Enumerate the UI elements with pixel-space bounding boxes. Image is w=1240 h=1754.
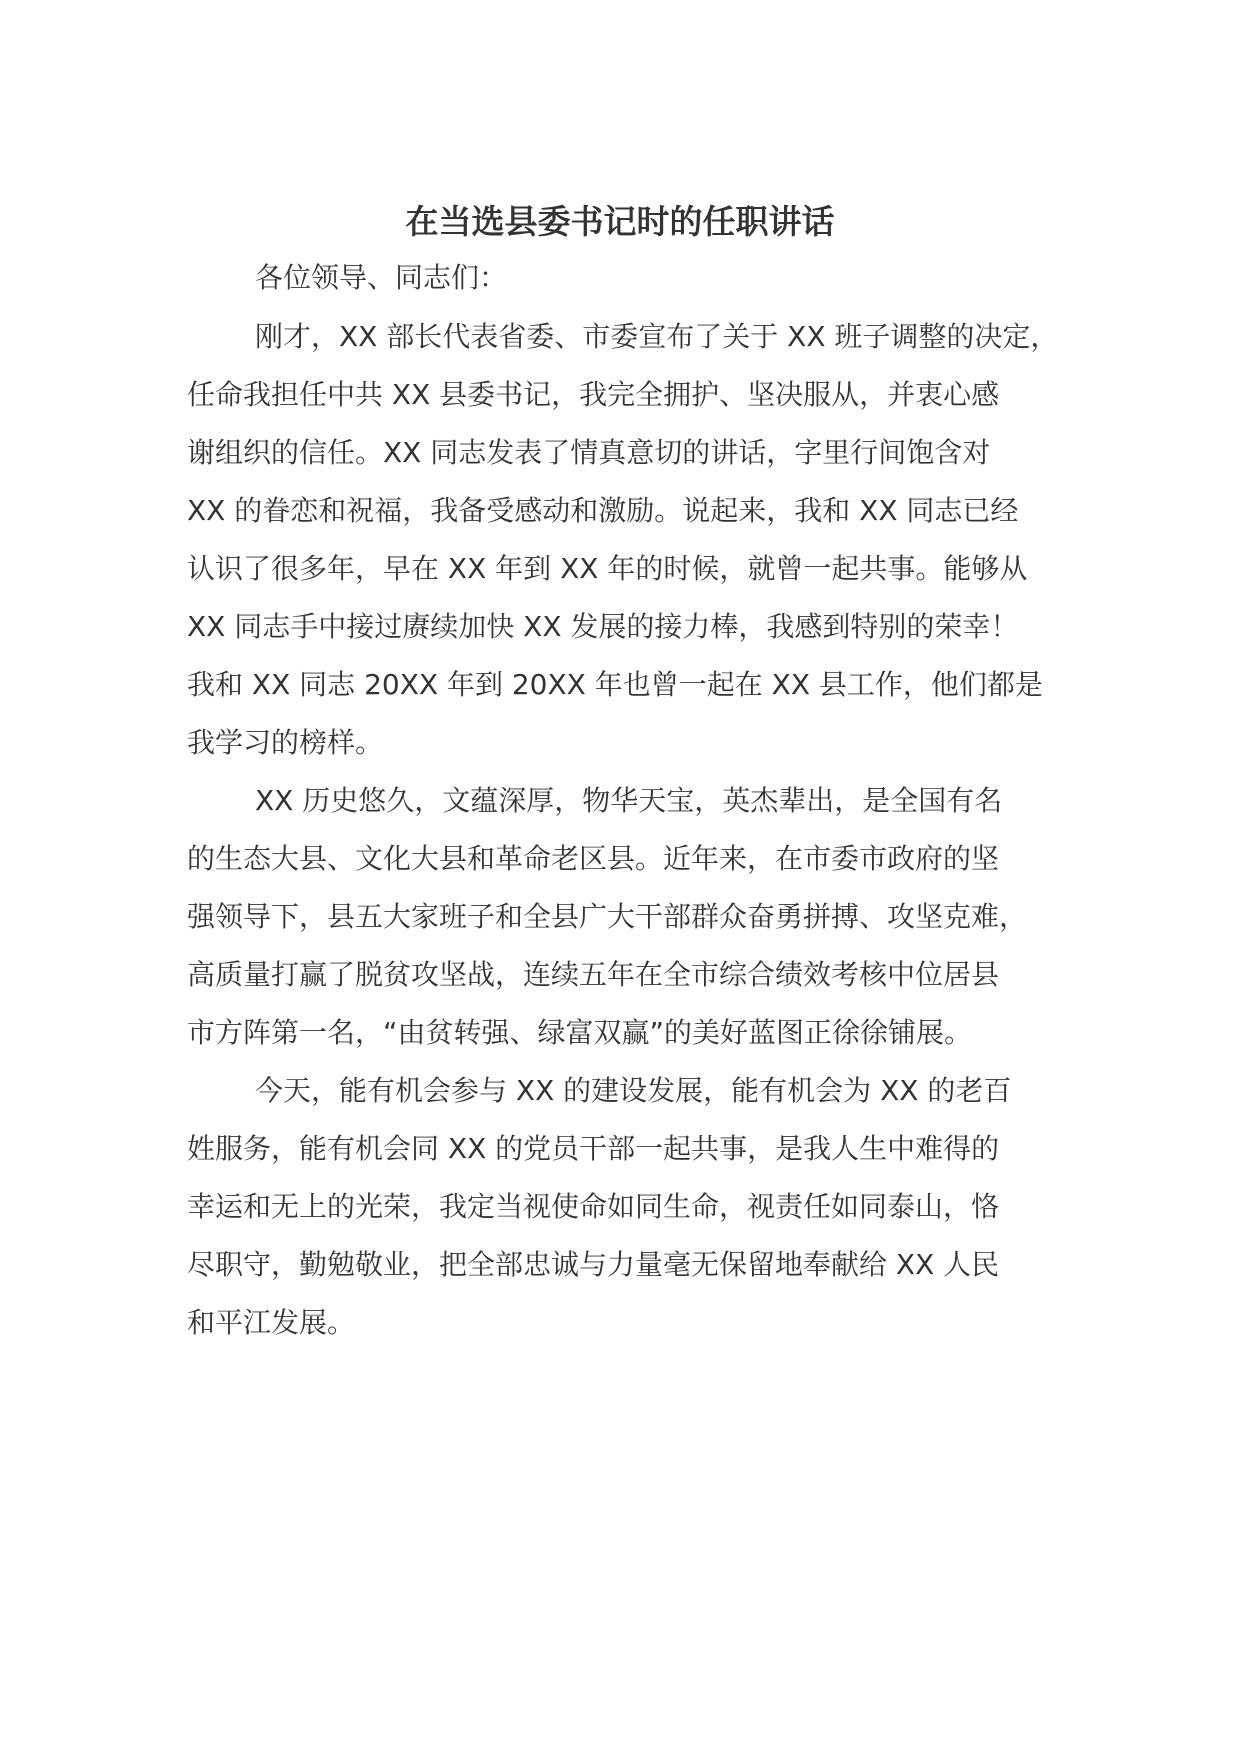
paragraph-2-line-1: XX 历史悠久，文蕴深厚，物华天宝，英杰辈出，是全国有名 <box>255 784 1003 817</box>
paragraph-1-line-2: 任命我担任中共 XX 县委书记，我完全拥护、坚决服从，并衷心感 <box>187 378 1000 411</box>
paragraph-2-line-5: 市方阵第一名，“由贫转强、绿富双赢”的美好蓝图正徐徐铺展。 <box>187 1016 973 1049</box>
paragraph-2-line-4: 高质量打赢了脱贫攻坚战，连续五年在全市综合绩效考核中位居县 <box>187 958 1000 991</box>
paragraph-3-line-3: 幸运和无上的光荣，我定当视使命如同生命，视责任如同泰山，恪 <box>187 1190 1000 1223</box>
paragraph-3-line-5: 和平江发展。 <box>187 1306 356 1339</box>
paragraph-1-line-6: XX 同志手中接过赓续加快 XX 发展的接力棒，我感到特别的荣幸！ <box>187 610 1019 643</box>
paragraph-2-line-2: 的生态大县、文化大县和革命老区县。近年来，在市委市政府的坚 <box>187 842 1000 875</box>
document-title: 在当选县委书记时的任职讲话 <box>405 202 835 241</box>
paragraph-1-line-8: 我学习的榜样。 <box>187 726 384 759</box>
paragraph-1-line-4: XX 的眷恋和祝福，我备受感动和激励。说起来，我和 XX 同志已经 <box>187 494 1019 527</box>
paragraph-3-line-4: 尽职守，勤勉敬业，把全部忠诚与力量毫无保留地奉献给 XX 人民 <box>187 1248 1000 1281</box>
paragraph-1-line-7: 我和 XX 同志 20XX 年到 20XX 年也曾一起在 XX 县工作，他们都是 <box>187 668 1043 701</box>
paragraph-3-line-2: 姓服务，能有机会同 XX 的党员干部一起共事，是我人生中难得的 <box>187 1132 1000 1165</box>
salutation-line: 各位领导、同志们： <box>255 261 508 294</box>
paragraph-1-line-5: 认识了很多年，早在 XX 年到 XX 年的时候，就曾一起共事。能够从 <box>187 552 1028 585</box>
paragraph-1-line-3: 谢组织的信任。XX 同志发表了情真意切的讲话，字里行间饱含对 <box>187 436 991 469</box>
paragraph-2-line-3: 强领导下，县五大家班子和全县广大干部群众奋勇拼搏、攻坚克难， <box>187 900 1028 933</box>
paragraph-1-line-1: 刚才，XX 部长代表省委、市委宣布了关于 XX 班子调整的决定， <box>255 320 1059 353</box>
paragraph-3-line-1: 今天，能有机会参与 XX 的建设发展，能有机会为 XX 的老百 <box>255 1074 1012 1107</box>
